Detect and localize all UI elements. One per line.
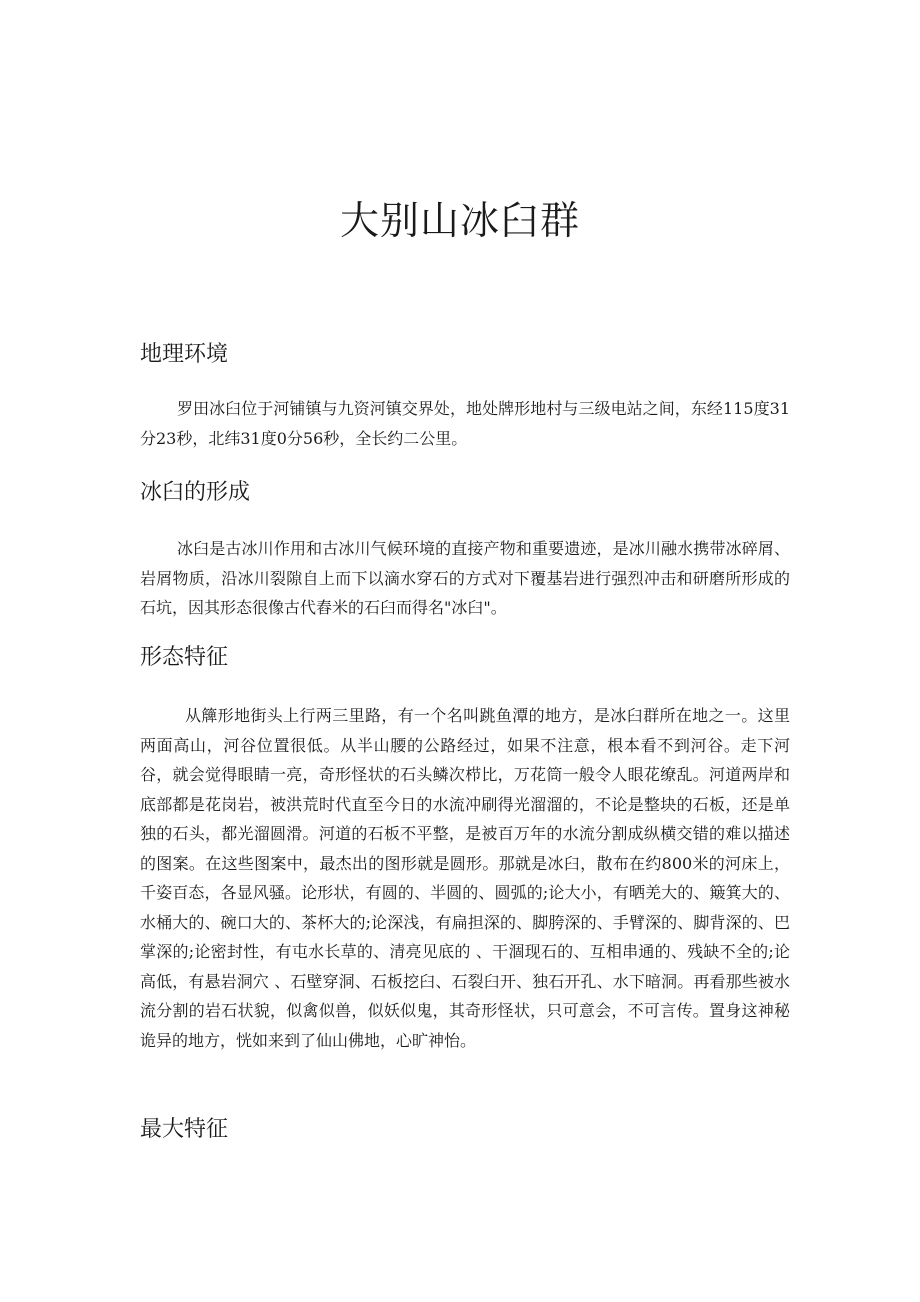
section-heading-formation: 冰臼的形成 <box>140 480 251 505</box>
section-paragraph-geography: 罗田冰臼位于河铺镇与九资河镇交界处，地处牌形地村与三级电站之间，东经115度31分23秒，北纬31度0分56秒，全长约二公里。 <box>140 399 790 448</box>
section-heading-morphology: 形态特征 <box>140 645 229 670</box>
section-paragraph-morphology: 从簰形地街头上行两三里路，有一个名叫跳鱼潭的地方，是冰臼群所在地之一。这里两面高山，河谷位置很低。从半山腰的公路经过，如果不注意，根本看不到河谷。走下河谷，就会觉得眼睛一亮，奇形怪状的石头鳞次栉比，万花筒一般令人眼花缭乱。河道两岸和底部都是花岗岩，被洪荒时代直至今日的水流冲刷得光溜溜的，不论是整块的石板，还是单独的石头，都光溜圆滑。河道的石板不平整，是被百万年的水流分割成纵横交错的难以描述的图案。在这些图案中，最杰出的图形就是圆形。那就是冰臼，散布在约800米的河床上，千姿百态，各显风骚。论形状，有圆的、半圆的、圆弧的;论大小，有晒羌大的、簸箕大的、水桶大的、碗口大的、茶杯大的;论深浅，有扁担深的、脚胯深的、手臂深的、脚背深的、巴掌深的;论密封性，有屯水长草的、清亮见底的 、干涸现石的、互相串通的、残缺不全的;论高低，有悬岩洞穴 、石壁穿洞、石板挖臼、石裂臼开、独石开孔、水下暗洞。再看那些被水流分割的岩石状貌，似禽似兽，似妖似鬼，其奇形怪状，只可意会，不可言传。置身这神秘诡异的地方，恍如来到了仙山佛地，心旷神怡。 <box>140 706 790 1050</box>
section-paragraph-formation: 冰臼是古冰川作用和古冰川气候环境的直接产物和重要遗迹，是冰川融水携带冰碎屑、岩屑物质，沿冰川裂隙自上而下以滴水穿石的方式对下覆基岩进行强烈冲击和研磨所形成的石坑，因其形态很像古代舂米的石臼而得名"冰臼"。 <box>140 539 790 618</box>
document-title: 大别山冰臼群 <box>339 199 580 244</box>
section-heading-geography: 地理环境 <box>140 342 229 367</box>
section-heading-main-feature: 最大特征 <box>140 1117 229 1142</box>
